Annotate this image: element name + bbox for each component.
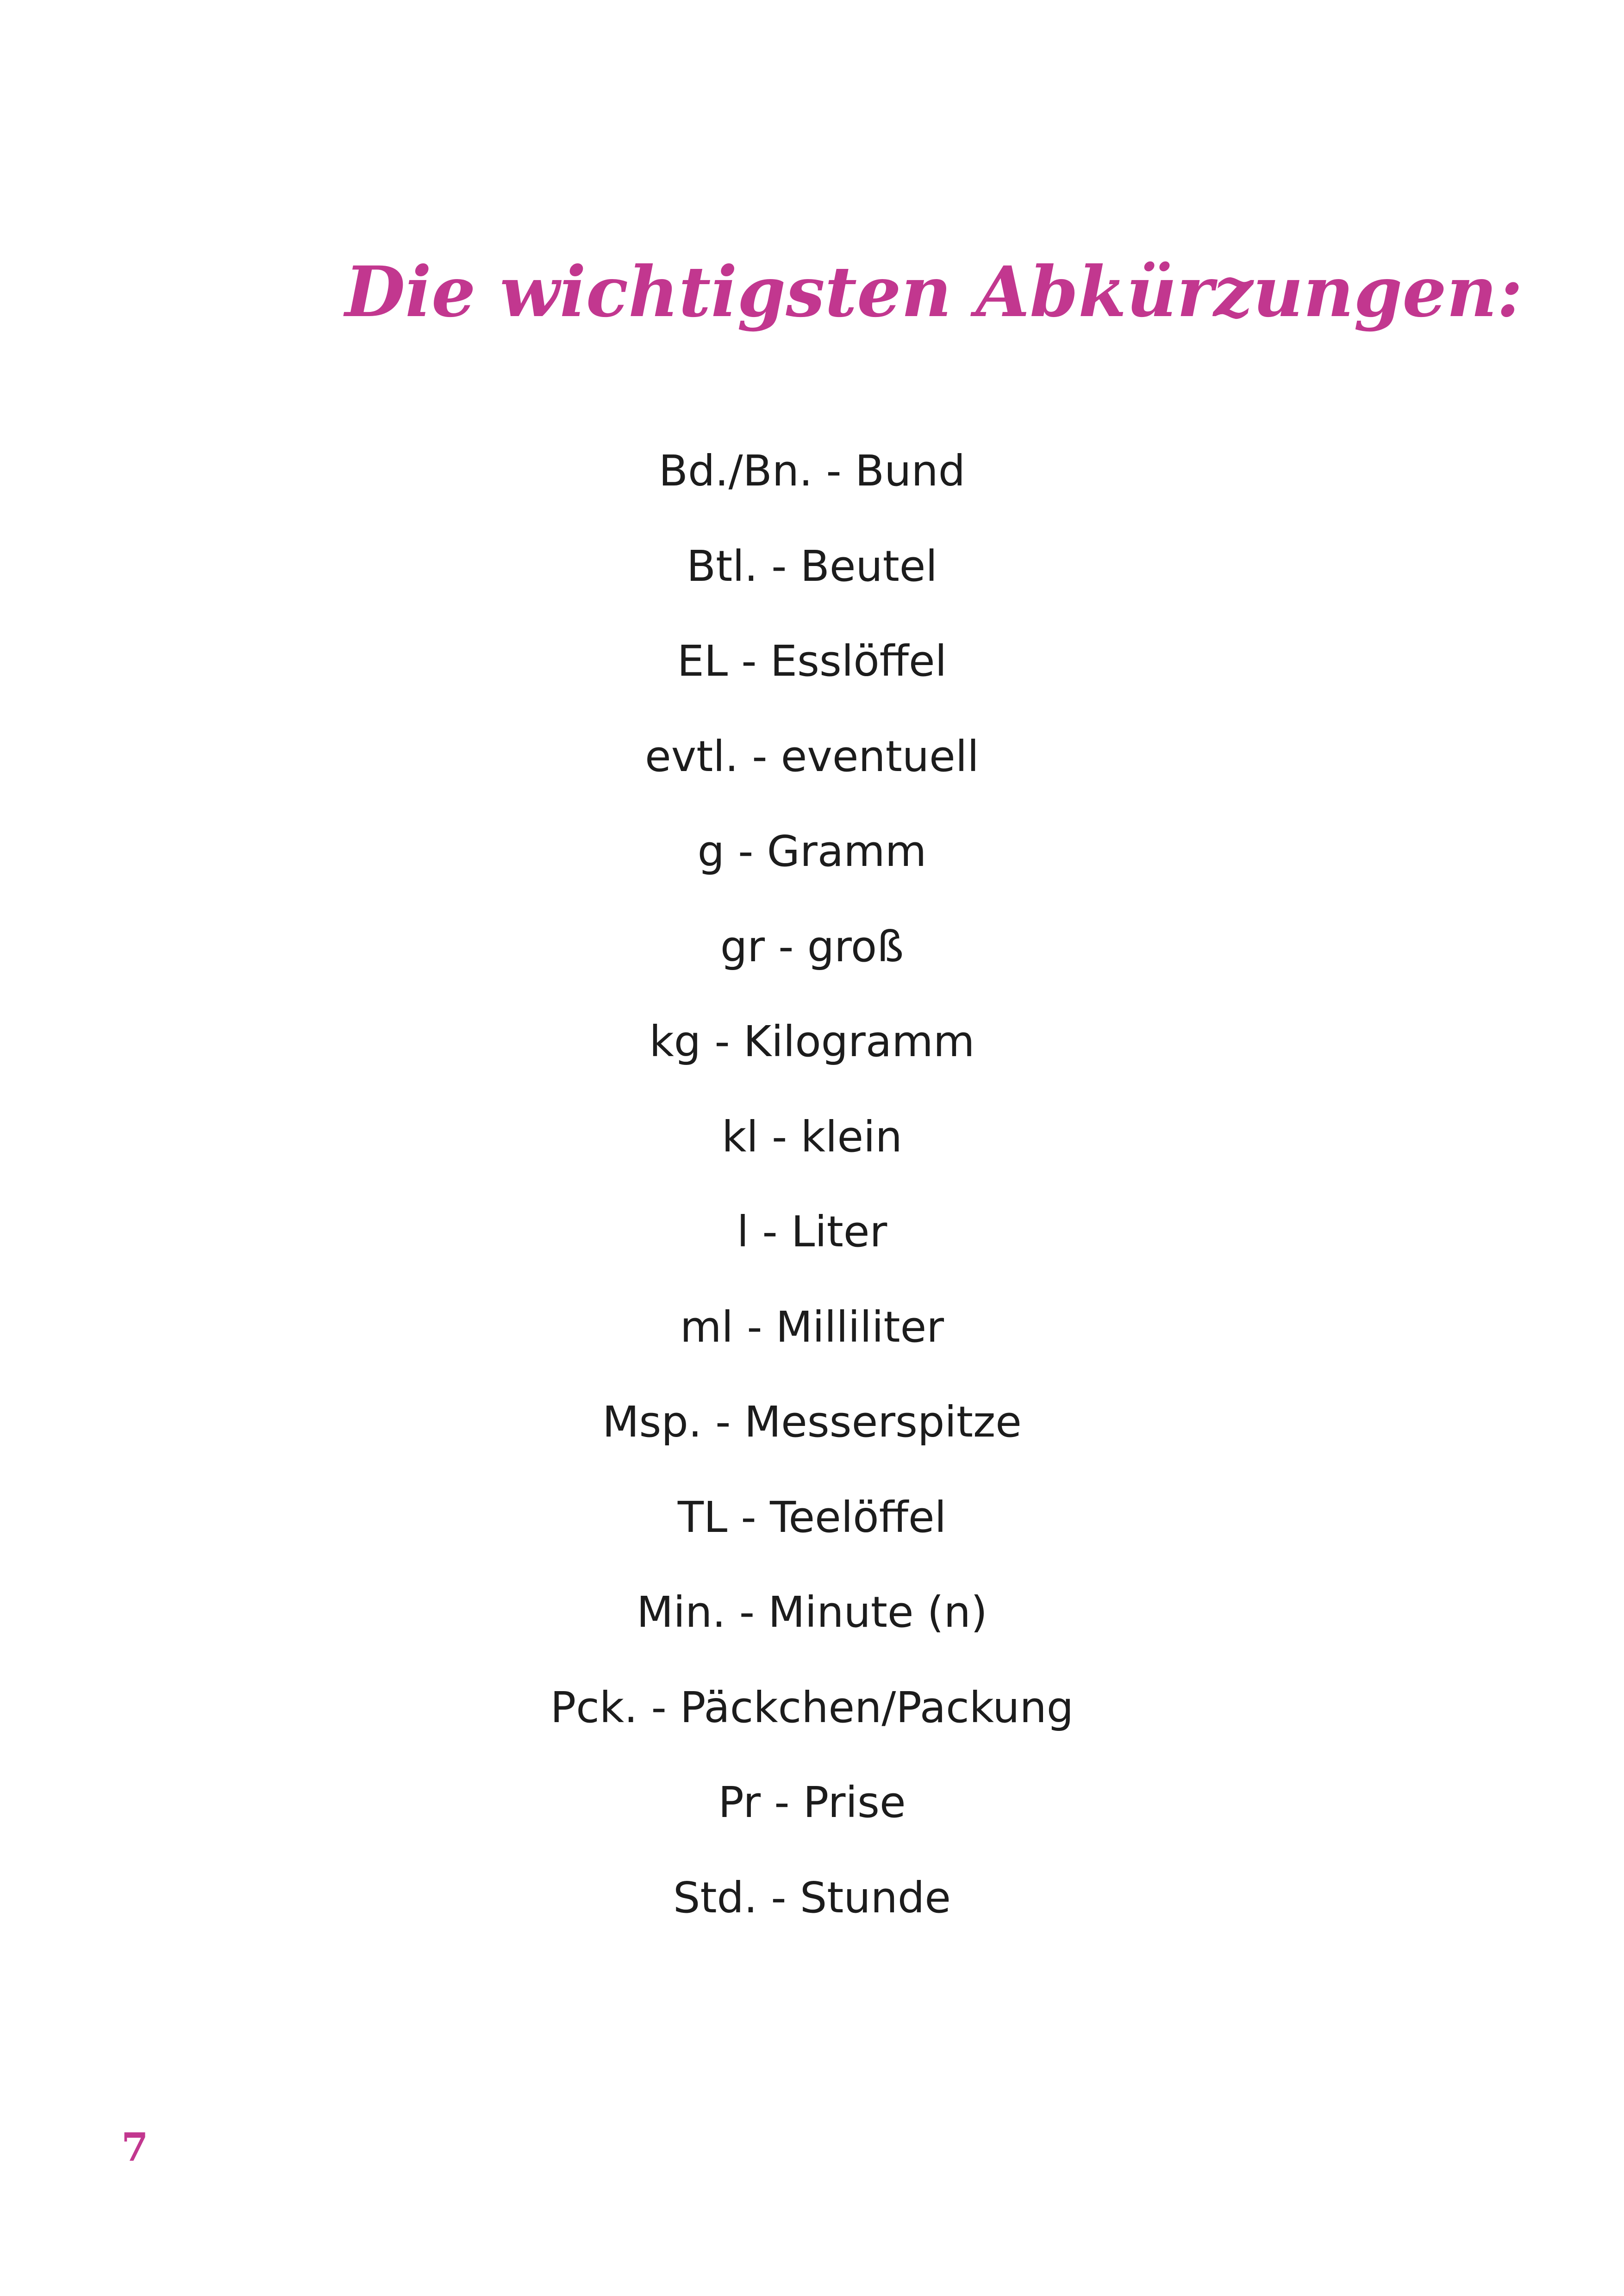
abbreviation-item: Btl. - Beutel — [687, 541, 937, 591]
abbreviation-item: Std. - Stunde — [673, 1873, 951, 1923]
abbreviation-item: Pr - Prise — [718, 1778, 906, 1827]
abbreviation-item: l - Liter — [737, 1207, 887, 1257]
abbreviation-item: gr - groß — [720, 921, 904, 971]
abbreviation-item: Msp. - Messerspitze — [602, 1397, 1022, 1447]
abbreviation-item: EL - Esslöffel — [677, 636, 947, 686]
page-number: 7 — [121, 2124, 149, 2170]
abbreviation-item: Pck. - Päckchen/Packung — [550, 1682, 1074, 1732]
abbreviation-item: ml - Milliliter — [680, 1302, 944, 1352]
abbreviation-list — [0, 443, 1624, 1965]
abbreviation-item: g - Gramm — [697, 827, 927, 876]
abbreviation-item: kg - Kilogramm — [649, 1017, 975, 1066]
abbreviation-item: TL - Teelöffel — [677, 1492, 947, 1542]
abbreviation-item: evtl. - eventuell — [645, 731, 979, 781]
abbreviation-item: Bd./Bn. - Bund — [658, 446, 966, 496]
abbreviation-item: Min. - Minute (n) — [637, 1587, 987, 1637]
page-title-text: Die wichtigsten Abkürzungen: — [345, 251, 1523, 333]
abbreviation-item: kl - klein — [722, 1112, 902, 1162]
